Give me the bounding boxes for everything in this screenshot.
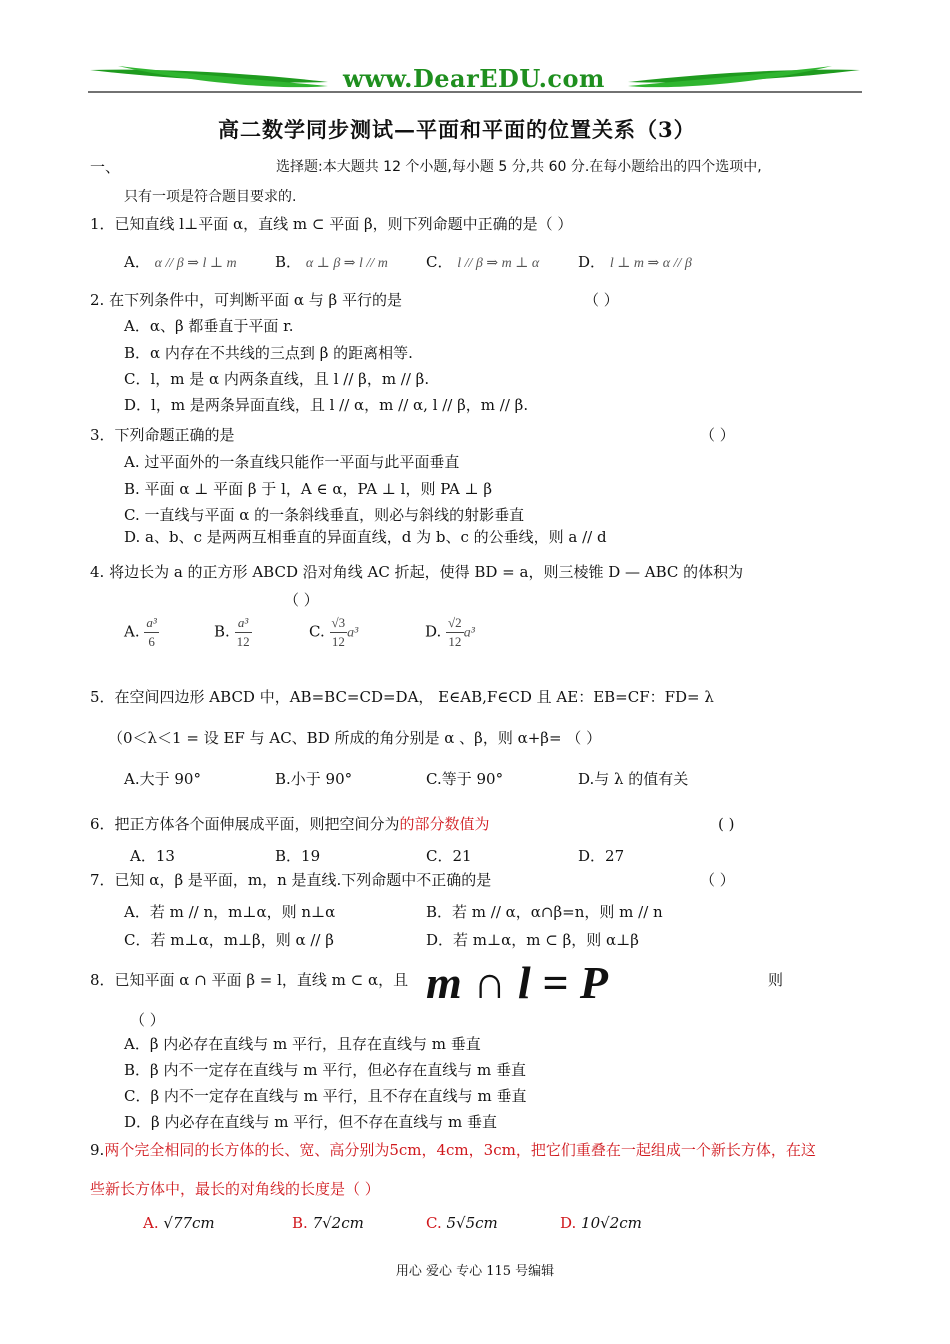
question-9-stem: 9.两个完全相同的长方体的长、宽、高分别为5cm，4cm，3cm，把它们重叠在一起组成一个新长方体，在这 (90, 1141, 816, 1159)
logo-text: www.DearEDU.com (343, 64, 605, 93)
q4-option-c: C. $\frac{√3}{12}$ a³ (309, 615, 359, 649)
q9-option-d: D. 10√2cm (560, 1214, 642, 1232)
q8-option-c: C．β 内不一定存在直线与 m 平行，且不存在直线与 m 垂直 (124, 1087, 527, 1105)
q7-answer-paren: （ ） (700, 871, 735, 889)
q9-option-a: A. √77cm (143, 1214, 215, 1232)
q2-option-a: A．α、β 都垂直于平面 r. (124, 317, 294, 335)
question-7-stem: 7．已知 α，β 是平面，m，n 是直线.下列命题中不正确的是 (90, 871, 492, 889)
q6-highlighted-text: 的部分数值为 (399, 815, 490, 833)
question-5-stem-2: （0＜λ＜1 = 设 EF 与 AC、BD 所成的角分别是 α 、β，则 α+β= （ ） (108, 729, 602, 747)
q3-option-d: D. a、b、c 是两两互相垂直的异面直线，d 为 b、c 的公垂线，则 a // d (124, 528, 607, 546)
q7-option-d: D．若 m⊥α，m ⊂ β，则 α⊥β (426, 931, 639, 949)
page-footer: 用心 爱心 专心 115 号编辑 (395, 1264, 555, 1279)
q5-option-b: B.小于 90° (275, 770, 353, 788)
q6-option-d: D．27 (578, 847, 625, 865)
question-1-stem: 1．已知直线 l⊥平面 α，直线 m ⊂ 平面 β，则下列命题中正确的是（ ） (90, 215, 573, 233)
q9-option-b: B. 7√2cm (292, 1214, 364, 1232)
q8-ze: 则 (768, 971, 784, 989)
q3-answer-paren: （ ） (700, 426, 735, 444)
q2-option-b: B．α 内存在不共线的三点到 β 的距离相等. (124, 344, 413, 362)
q2-option-d: D．l，m 是两条异面直线，且 l // α，m // α, l // β，m // β. (124, 396, 529, 414)
q6-option-a: A．13 (130, 847, 175, 865)
q7-option-a: A．若 m // n，m⊥α，则 n⊥α (124, 903, 336, 921)
q3-option-b: B. 平面 α ⊥ 平面 β 于 l，A ∈ α，PA ⊥ l，则 PA ⊥ β (124, 480, 493, 498)
q4-option-b: B. $\frac{\text{a³}}{12}$ (214, 615, 250, 649)
q3-option-c: C. 一直线与平面 α 的一条斜线垂直，则必与斜线的射影垂直 (124, 506, 525, 524)
question-5-stem: 5．在空间四边形 ABCD 中，AB=BC=CD=DA， E∈AB,F∈CD 且 AE：EB=CF：FD= λ (90, 688, 714, 706)
question-3-stem: 3．下列命题正确的是 (90, 426, 235, 444)
question-4-stem: 4. 将边长为 a 的正方形 ABCD 沿对角线 AC 折起，使得 BD = a，则三棱锥 D — ABC 的体积为 (90, 563, 744, 581)
q8-answer-paren: （ ） (130, 1011, 165, 1029)
q5-option-c: C.等于 90° (426, 770, 504, 788)
q4-answer-paren: （ ） (284, 591, 319, 609)
q6-answer-paren: ( ) (718, 815, 735, 833)
header-logo (88, 62, 862, 96)
q4-option-a: A. $\frac{\text{a³}}{6}$ (124, 615, 157, 649)
section-number: 一、 (90, 158, 121, 176)
q1-option-d: D． l ⊥ m ⇒ α // β (578, 253, 692, 271)
q8-large-formula: m ∩ l = P (426, 957, 608, 1008)
q6-option-c: C．21 (426, 847, 472, 865)
q1-option-c: C． l // β ⇒ m ⊥ α (426, 253, 540, 271)
question-6-stem: 6．把正方体各个面伸展成平面，则把空间分为的部分数值为 (90, 815, 490, 833)
q7-option-b: B．若 m // α，α∩β=n，则 m // n (426, 903, 663, 921)
q8-option-d: D．β 内必存在直线与 m 平行，但不存在直线与 m 垂直 (124, 1113, 497, 1131)
q5-option-d: D.与 λ 的值有关 (578, 770, 689, 788)
q7-option-c: C．若 m⊥α，m⊥β，则 α // β (124, 931, 334, 949)
q9-option-c: C. 5√5cm (426, 1214, 498, 1232)
section-instructions-1: 选择题:本大题共 12 个小题,每小题 5 分,共 60 分.在每小题给出的四个选项中, (276, 159, 762, 175)
question-8-stem: 8．已知平面 α ∩ 平面 β = l，直线 m ⊂ α，且 (90, 971, 409, 989)
q8-option-b: B．β 内不一定存在直线与 m 平行，但必存在直线与 m 垂直 (124, 1061, 526, 1079)
q1-option-a: A． α // β ⇒ l ⊥ m (124, 253, 237, 271)
section-instructions-2: 只有一项是符合题目要求的. (124, 189, 297, 205)
question-9-stem-2: 些新长方体中，最长的对角线的长度是（ ） (90, 1180, 380, 1198)
q4-option-d: D. $\frac{√2}{12}$ a³ (425, 615, 475, 649)
q3-option-a: A. 过平面外的一条直线只能作一平面与此平面垂直 (124, 453, 460, 471)
q6-option-b: B．19 (275, 847, 321, 865)
q5-option-a: A.大于 90° (124, 770, 201, 788)
question-2-stem: 2. 在下列条件中，可判断平面 α 与 β 平行的是 (90, 291, 402, 309)
q2-option-c: C．l，m 是 α 内两条直线，且 l // β，m // β. (124, 370, 430, 388)
q8-option-a: A．β 内必存在直线与 m 平行，且存在直线与 m 垂直 (124, 1035, 481, 1053)
q1-option-b: B． α ⊥ β ⇒ l // m (275, 253, 388, 271)
q2-answer-paren: （ ） (584, 291, 619, 309)
page-title: 高二数学同步测试—平面和平面的位置关系（3） (218, 117, 696, 142)
